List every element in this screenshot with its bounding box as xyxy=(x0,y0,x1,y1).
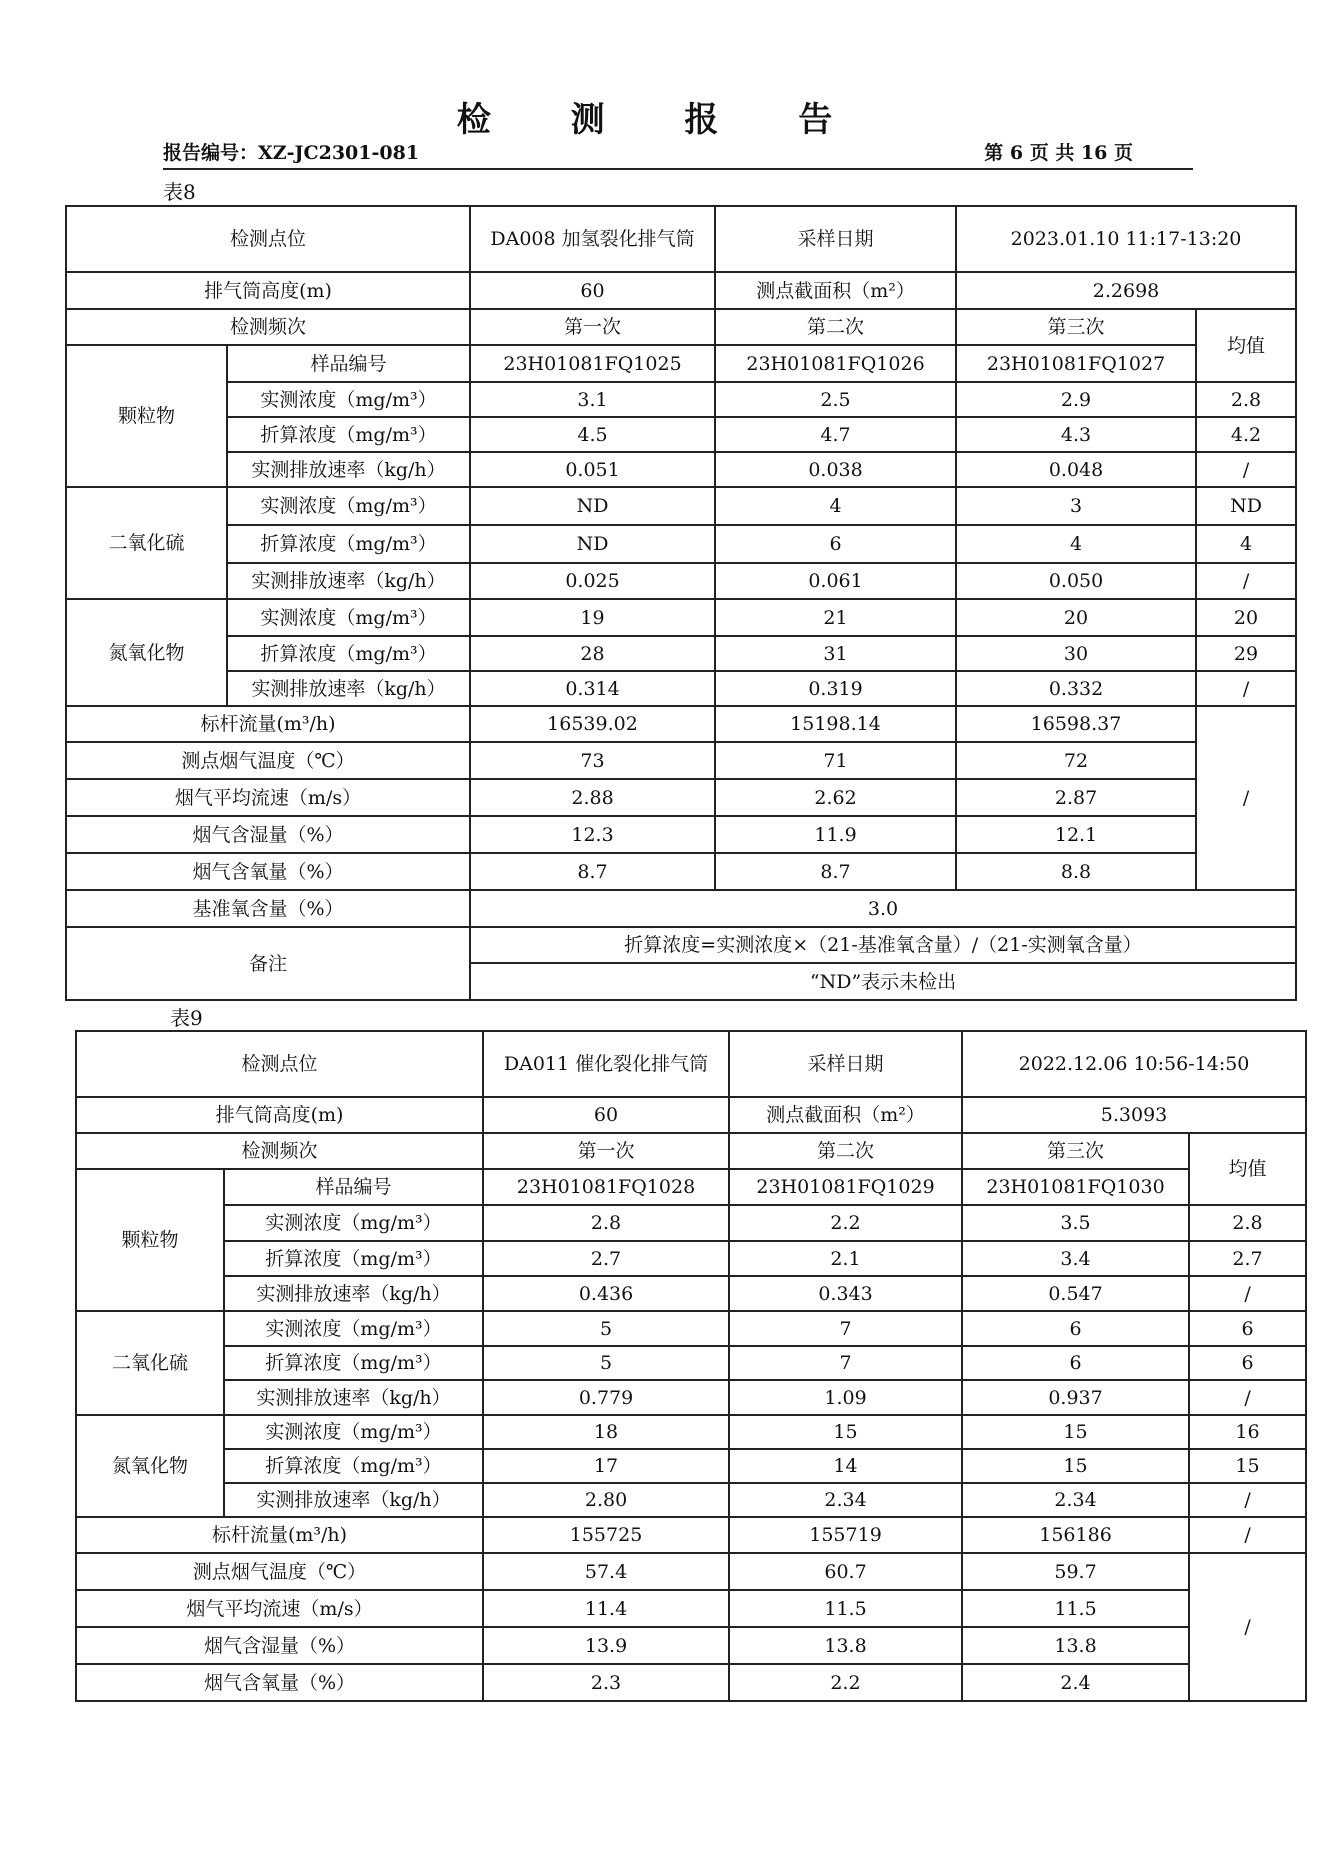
table8 xyxy=(65,205,1297,1001)
table-row xyxy=(66,272,1296,309)
table-row xyxy=(76,1517,1306,1553)
section-area-label: 测点截面积（m²） xyxy=(715,272,956,309)
emission-rate-label: 实测排放速率（kg/h） xyxy=(227,563,470,599)
cell: 59.7 xyxy=(962,1553,1189,1590)
cell: 0.025 xyxy=(470,563,715,599)
cell: 15198.14 xyxy=(715,706,956,742)
avg-slash: / xyxy=(1196,706,1296,890)
point-label: 检测点位 xyxy=(66,206,470,272)
table-row xyxy=(66,853,1296,890)
table9-caption: 表9 xyxy=(170,1006,203,1030)
cell: 6 xyxy=(1189,1311,1306,1346)
cell: 0.343 xyxy=(729,1276,962,1311)
measured-conc-label: 实测浓度（mg/m³） xyxy=(224,1311,483,1346)
particulate-label: 颗粒物 xyxy=(66,345,227,487)
table-row xyxy=(76,1483,1306,1517)
remark-nd: “ND”表示未检出 xyxy=(470,963,1296,1000)
cell: ND xyxy=(1196,487,1296,525)
sample-no-label: 样品编号 xyxy=(224,1169,483,1205)
cell: 2.62 xyxy=(715,779,956,816)
sample-no: 23H01081FQ1030 xyxy=(962,1169,1189,1205)
oxygen-label: 烟气含氧量（%） xyxy=(76,1664,483,1701)
emission-rate-label: 实测排放速率（kg/h） xyxy=(224,1380,483,1415)
cell: 11.9 xyxy=(715,816,956,853)
table-row xyxy=(76,1311,1306,1346)
cell: 2.1 xyxy=(729,1241,962,1276)
ref-oxygen-value: 3.0 xyxy=(470,890,1296,927)
table-row xyxy=(76,1664,1306,1701)
cell: / xyxy=(1189,1380,1306,1415)
section-area-label: 测点截面积（m²） xyxy=(729,1097,962,1133)
date-label: 采样日期 xyxy=(715,206,956,272)
sample-no: 23H01081FQ1029 xyxy=(729,1169,962,1205)
cell: 11.4 xyxy=(483,1590,729,1627)
cell: 20 xyxy=(1196,599,1296,636)
remark-formula: 折算浓度=实测浓度×（21-基准氧含量）/（21-实测氧含量） xyxy=(470,927,1296,963)
table-row xyxy=(66,452,1296,487)
table-row xyxy=(76,1097,1306,1133)
section-area-value: 5.3093 xyxy=(962,1097,1306,1133)
point-value: DA008 加氢裂化排气筒 xyxy=(470,206,715,272)
cell: 2.34 xyxy=(729,1483,962,1517)
run-1: 第一次 xyxy=(483,1133,729,1169)
cell: 5 xyxy=(483,1346,729,1380)
table-row xyxy=(76,1553,1306,1590)
table-row xyxy=(76,1415,1306,1449)
measured-conc-label: 实测浓度（mg/m³） xyxy=(227,599,470,636)
converted-conc-label: 折算浓度（mg/m³） xyxy=(227,636,470,671)
table-row xyxy=(76,1380,1306,1415)
frequency-label: 检测频次 xyxy=(66,309,470,345)
std-flow-label: 标杆流量(m³/h) xyxy=(66,706,470,742)
cell: 4 xyxy=(956,525,1196,563)
sample-no: 23H01081FQ1027 xyxy=(956,345,1196,382)
cell: 18 xyxy=(483,1415,729,1449)
table-row xyxy=(76,1205,1306,1241)
report-header xyxy=(163,138,1193,170)
cell: 4.5 xyxy=(470,417,715,452)
cell: 2.8 xyxy=(1196,382,1296,417)
run-1: 第一次 xyxy=(470,309,715,345)
stack-height-label: 排气筒高度(m) xyxy=(76,1097,483,1133)
cell: / xyxy=(1196,563,1296,599)
cell: 5 xyxy=(483,1311,729,1346)
oxygen-label: 烟气含氧量（%） xyxy=(66,853,470,890)
point-label: 检测点位 xyxy=(76,1031,483,1097)
cell: 13.9 xyxy=(483,1627,729,1664)
table-row xyxy=(66,309,1296,345)
ref-oxygen-label: 基准氧含量（%） xyxy=(66,890,470,927)
page-info: 第 6 页 共 16 页 xyxy=(984,142,1133,164)
cell: 156186 xyxy=(962,1517,1189,1553)
cell: 0.061 xyxy=(715,563,956,599)
cell: 30 xyxy=(956,636,1196,671)
table-row xyxy=(76,1276,1306,1311)
converted-conc-label: 折算浓度（mg/m³） xyxy=(227,417,470,452)
moisture-label: 烟气含湿量（%） xyxy=(76,1627,483,1664)
cell: 0.038 xyxy=(715,452,956,487)
table-row xyxy=(66,927,1296,963)
table-row xyxy=(76,1627,1306,1664)
table-row xyxy=(76,1133,1306,1169)
cell: 72 xyxy=(956,742,1196,779)
table-row xyxy=(66,525,1296,563)
table-row xyxy=(66,345,1296,382)
document-title: 检 测 报 告 xyxy=(456,100,867,140)
cell: 15 xyxy=(729,1415,962,1449)
converted-conc-label: 折算浓度（mg/m³） xyxy=(224,1449,483,1483)
std-flow-label: 标杆流量(m³/h) xyxy=(76,1517,483,1553)
cell: 2.8 xyxy=(483,1205,729,1241)
avg-label: 均值 xyxy=(1189,1133,1306,1205)
emission-rate-label: 实测排放速率（kg/h） xyxy=(227,671,470,706)
cell: 0.547 xyxy=(962,1276,1189,1311)
table-row xyxy=(76,1449,1306,1483)
measured-conc-label: 实测浓度（mg/m³） xyxy=(224,1205,483,1241)
cell: 7 xyxy=(729,1311,962,1346)
sample-no: 23H01081FQ1026 xyxy=(715,345,956,382)
cell: 6 xyxy=(1189,1346,1306,1380)
cell: 2.4 xyxy=(962,1664,1189,1701)
emission-rate-label: 实测排放速率（kg/h） xyxy=(227,452,470,487)
gas-velocity-label: 烟气平均流速（m/s） xyxy=(76,1590,483,1627)
date-value: 2022.12.06 10:56-14:50 xyxy=(962,1031,1306,1097)
cell: 6 xyxy=(962,1311,1189,1346)
cell: 3.4 xyxy=(962,1241,1189,1276)
cell: 2.7 xyxy=(483,1241,729,1276)
cell: 0.779 xyxy=(483,1380,729,1415)
cell: 0.937 xyxy=(962,1380,1189,1415)
stack-height-value: 60 xyxy=(483,1097,729,1133)
table-row xyxy=(76,1169,1306,1205)
remarks-label: 备注 xyxy=(66,927,470,1000)
cell: / xyxy=(1189,1517,1306,1553)
cell: 0.436 xyxy=(483,1276,729,1311)
cell: 28 xyxy=(470,636,715,671)
cell: 11.5 xyxy=(962,1590,1189,1627)
run-2: 第二次 xyxy=(715,309,956,345)
cell: 20 xyxy=(956,599,1196,636)
cell: 0.332 xyxy=(956,671,1196,706)
cell: 0.050 xyxy=(956,563,1196,599)
cell: 4.7 xyxy=(715,417,956,452)
converted-conc-label: 折算浓度（mg/m³） xyxy=(227,525,470,563)
cell: 4.2 xyxy=(1196,417,1296,452)
point-value: DA011 催化裂化排气筒 xyxy=(483,1031,729,1097)
stack-height-label: 排气筒高度(m) xyxy=(66,272,470,309)
particulate-label: 颗粒物 xyxy=(76,1169,224,1311)
cell: 11.5 xyxy=(729,1590,962,1627)
date-value: 2023.01.10 11:17-13:20 xyxy=(956,206,1296,272)
cell: 12.3 xyxy=(470,816,715,853)
run-2: 第二次 xyxy=(729,1133,962,1169)
cell: 0.051 xyxy=(470,452,715,487)
cell: 19 xyxy=(470,599,715,636)
cell: 15 xyxy=(962,1415,1189,1449)
cell: 13.8 xyxy=(729,1627,962,1664)
cell: 4 xyxy=(715,487,956,525)
cell: 0.048 xyxy=(956,452,1196,487)
cell: 3.1 xyxy=(470,382,715,417)
table-row xyxy=(66,779,1296,816)
cell: 8.7 xyxy=(470,853,715,890)
so2-label: 二氧化硫 xyxy=(66,487,227,599)
cell: 71 xyxy=(715,742,956,779)
table-row xyxy=(66,890,1296,927)
cell: 60.7 xyxy=(729,1553,962,1590)
table-row xyxy=(66,706,1296,742)
cell: 2.7 xyxy=(1189,1241,1306,1276)
cell: 1.09 xyxy=(729,1380,962,1415)
cell: 3 xyxy=(956,487,1196,525)
cell: 2.88 xyxy=(470,779,715,816)
cell: 16 xyxy=(1189,1415,1306,1449)
avg-label: 均值 xyxy=(1196,309,1296,382)
cell: 2.3 xyxy=(483,1664,729,1701)
cell: 29 xyxy=(1196,636,1296,671)
table-row xyxy=(76,1241,1306,1276)
table-row xyxy=(66,671,1296,706)
cell: 155719 xyxy=(729,1517,962,1553)
cell: 21 xyxy=(715,599,956,636)
so2-label: 二氧化硫 xyxy=(76,1311,224,1415)
report-number: 报告编号：XZ-JC2301-081 xyxy=(163,142,420,164)
cell: 2.2 xyxy=(729,1205,962,1241)
cell: 14 xyxy=(729,1449,962,1483)
cell: ND xyxy=(470,487,715,525)
cell: 6 xyxy=(715,525,956,563)
cell: 17 xyxy=(483,1449,729,1483)
cell: 8.8 xyxy=(956,853,1196,890)
cell: 3.5 xyxy=(962,1205,1189,1241)
cell: 15 xyxy=(1189,1449,1306,1483)
run-3: 第三次 xyxy=(956,309,1196,345)
cell: 2.80 xyxy=(483,1483,729,1517)
run-3: 第三次 xyxy=(962,1133,1189,1169)
moisture-label: 烟气含湿量（%） xyxy=(66,816,470,853)
table8-caption: 表8 xyxy=(163,180,196,204)
table-row xyxy=(76,1590,1306,1627)
measured-conc-label: 实测浓度（mg/m³） xyxy=(227,487,470,525)
cell: 15 xyxy=(962,1449,1189,1483)
nox-label: 氮氧化物 xyxy=(76,1415,224,1517)
date-label: 采样日期 xyxy=(729,1031,962,1097)
cell: / xyxy=(1189,1276,1306,1311)
table-row xyxy=(76,1031,1306,1097)
table-row xyxy=(66,599,1296,636)
cell: 2.34 xyxy=(962,1483,1189,1517)
cell: / xyxy=(1189,1483,1306,1517)
cell: 31 xyxy=(715,636,956,671)
cell: 8.7 xyxy=(715,853,956,890)
cell: 16598.37 xyxy=(956,706,1196,742)
sample-no: 23H01081FQ1025 xyxy=(470,345,715,382)
table-row xyxy=(66,563,1296,599)
cell: 4 xyxy=(1196,525,1296,563)
sample-no: 23H01081FQ1028 xyxy=(483,1169,729,1205)
stack-height-value: 60 xyxy=(470,272,715,309)
cell: 12.1 xyxy=(956,816,1196,853)
cell: 6 xyxy=(962,1346,1189,1380)
cell: 16539.02 xyxy=(470,706,715,742)
converted-conc-label: 折算浓度（mg/m³） xyxy=(224,1346,483,1380)
table-row xyxy=(66,636,1296,671)
avg-slash: / xyxy=(1189,1553,1306,1701)
cell: / xyxy=(1196,671,1296,706)
table-row xyxy=(66,382,1296,417)
measured-conc-label: 实测浓度（mg/m³） xyxy=(227,382,470,417)
gas-temp-label: 测点烟气温度（℃） xyxy=(76,1553,483,1590)
nox-label: 氮氧化物 xyxy=(66,599,227,706)
table-row xyxy=(66,206,1296,272)
cell: 0.319 xyxy=(715,671,956,706)
converted-conc-label: 折算浓度（mg/m³） xyxy=(224,1241,483,1276)
section-area-value: 2.2698 xyxy=(956,272,1296,309)
cell: 0.314 xyxy=(470,671,715,706)
cell: 4.3 xyxy=(956,417,1196,452)
cell: 155725 xyxy=(483,1517,729,1553)
table-row xyxy=(76,1346,1306,1380)
cell: 2.8 xyxy=(1189,1205,1306,1241)
gas-velocity-label: 烟气平均流速（m/s） xyxy=(66,779,470,816)
cell: 73 xyxy=(470,742,715,779)
emission-rate-label: 实测排放速率（kg/h） xyxy=(224,1276,483,1311)
cell: / xyxy=(1196,452,1296,487)
table-row xyxy=(66,417,1296,452)
table-row xyxy=(66,742,1296,779)
emission-rate-label: 实测排放速率（kg/h） xyxy=(224,1483,483,1517)
cell: 2.9 xyxy=(956,382,1196,417)
cell: 13.8 xyxy=(962,1627,1189,1664)
table-row xyxy=(66,816,1296,853)
table9 xyxy=(75,1030,1307,1702)
sample-no-label: 样品编号 xyxy=(227,345,470,382)
cell: 2.5 xyxy=(715,382,956,417)
gas-temp-label: 测点烟气温度（℃） xyxy=(66,742,470,779)
cell: 2.2 xyxy=(729,1664,962,1701)
frequency-label: 检测频次 xyxy=(76,1133,483,1169)
table-row xyxy=(66,487,1296,525)
cell: 7 xyxy=(729,1346,962,1380)
cell: ND xyxy=(470,525,715,563)
cell: 57.4 xyxy=(483,1553,729,1590)
measured-conc-label: 实测浓度（mg/m³） xyxy=(224,1415,483,1449)
cell: 2.87 xyxy=(956,779,1196,816)
